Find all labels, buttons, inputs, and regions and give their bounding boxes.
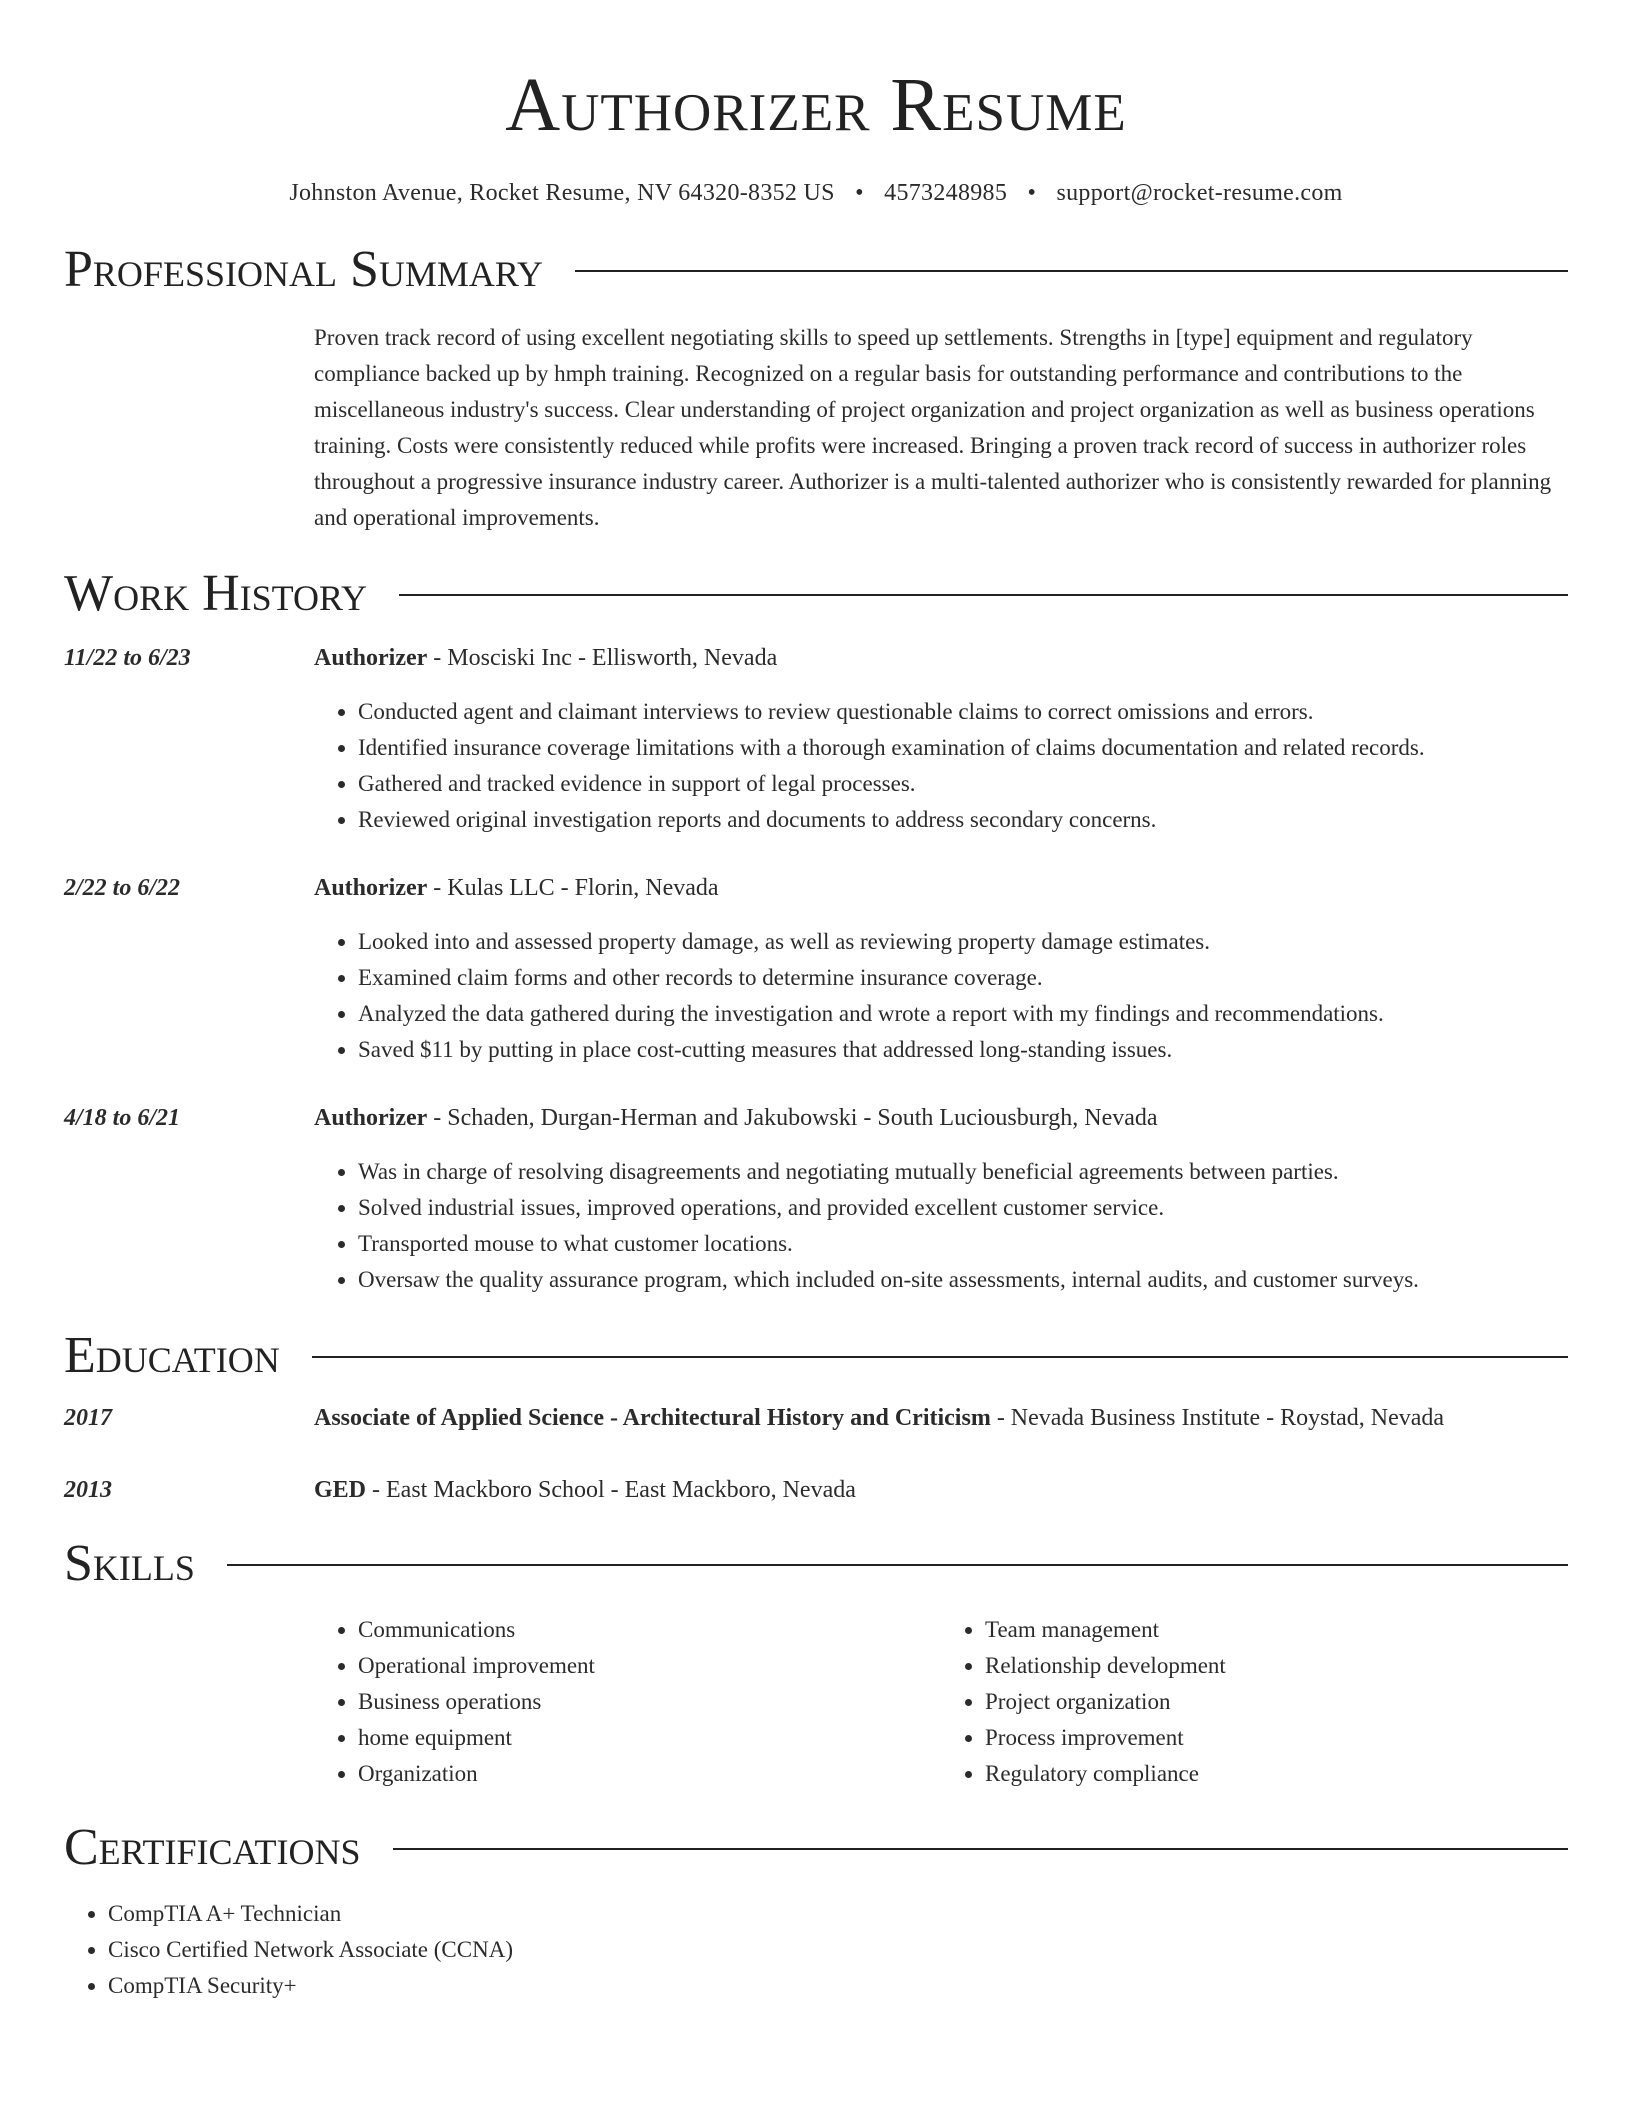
education-details: - Nevada Business Institute - Roystad, Nevada <box>990 1405 1445 1431</box>
job-bullet: • Identified insurance coverage limitations with a thorough examination of claims documentation and related records. <box>358 730 1568 766</box>
skill-item: • Operational improvement <box>358 1648 941 1684</box>
summary-heading-row <box>64 242 1568 298</box>
skills-grid <box>314 1612 1568 1792</box>
job-title: Authorizer <box>314 645 428 671</box>
certification-item: • CompTIA A+ Technician <box>108 1896 1568 1932</box>
section-divider <box>399 594 1568 596</box>
job-bullet: • Oversaw the quality assurance program, which included on-site assessments, internal audits, and customer surveys. <box>358 1262 1568 1298</box>
education-line <box>314 1400 1568 1436</box>
education-year: 2013 <box>64 1477 112 1503</box>
section-divider <box>227 1564 1568 1566</box>
job-title-line <box>314 640 1568 676</box>
job-bullet: • Conducted agent and claimant interviews to review questionable claims to correct omissions and errors. <box>358 694 1568 730</box>
skills-heading-row <box>64 1536 1568 1592</box>
job-bullet: • Analyzed the data gathered during the investigation and wrote a report with my findings and recommendations. <box>358 996 1568 1032</box>
job-body <box>314 1100 1568 1298</box>
skill-item: • Business operations <box>358 1684 941 1720</box>
job-bullets <box>314 924 1568 1068</box>
job-body <box>314 640 1568 838</box>
education-entry <box>64 1472 1568 1508</box>
education-heading: Education <box>64 1327 280 1384</box>
skill-item: • Project organization <box>985 1684 1568 1720</box>
skill-item: • Regulatory compliance <box>985 1756 1568 1792</box>
certifications-list <box>64 1896 1568 2004</box>
summary-heading: Professional Summary <box>64 241 543 298</box>
skill-item: • Relationship development <box>985 1648 1568 1684</box>
job-entry <box>64 640 1568 838</box>
skill-item: • Process improvement <box>985 1720 1568 1756</box>
certifications-heading: Certifications <box>64 1819 361 1876</box>
education-degree: GED <box>314 1477 367 1503</box>
contact-email: support@rocket-resume.com <box>1056 180 1343 206</box>
summary-section <box>64 242 1568 536</box>
contact-line <box>64 178 1568 208</box>
education-section <box>64 1328 1568 1508</box>
job-bullets <box>314 694 1568 838</box>
education-degree: Associate of Applied Science - Architectural History and Criticism <box>314 1405 991 1431</box>
job-details: - Kulas LLC - Florin, Nevada <box>427 875 719 901</box>
skills-list-right <box>941 1612 1568 1792</box>
work-section <box>64 566 1568 1298</box>
job-body <box>314 870 1568 1068</box>
job-title-line <box>314 870 1568 906</box>
skills-list-left <box>314 1612 941 1792</box>
education-entry <box>64 1400 1568 1436</box>
job-dates: 4/18 to 6/21 <box>64 1105 181 1131</box>
certification-item: • CompTIA Security+ <box>108 1968 1568 2004</box>
skill-item: • Team management <box>985 1612 1568 1648</box>
skill-item: • home equipment <box>358 1720 941 1756</box>
contact-separator: • <box>855 180 864 206</box>
job-bullet: • Saved $11 by putting in place cost-cutting measures that addressed long-standing issues. <box>358 1032 1568 1068</box>
job-dates: 11/22 to 6/23 <box>64 645 191 671</box>
skill-item: • Communications <box>358 1612 941 1648</box>
job-title-line <box>314 1100 1568 1136</box>
skills-section <box>64 1536 1568 1792</box>
job-bullet: • Transported mouse to what customer locations. <box>358 1226 1568 1262</box>
skill-item: • Organization <box>358 1756 941 1792</box>
job-bullets <box>314 1154 1568 1298</box>
resume-name: Authorizer Resume <box>505 63 1127 147</box>
contact-address: Johnston Avenue, Rocket Resume, NV 64320-8352 US <box>289 180 835 206</box>
job-title: Authorizer <box>314 1105 428 1131</box>
education-heading-row <box>64 1328 1568 1384</box>
section-divider <box>393 1848 1568 1850</box>
job-dates: 2/22 to 6/22 <box>64 875 181 901</box>
work-heading-row <box>64 566 1568 622</box>
job-bullet: • Solved industrial issues, improved operations, and provided excellent customer service. <box>358 1190 1568 1226</box>
summary-text: Proven track record of using excellent negotiating skills to speed up settlements. Strengths in [type] equipment and regulatory compliance backed up by hmph training. Recognized on a regular basis for outstanding performance and contributions to the miscellaneous industry's success. Clear understanding of project organization and project organization as well as business operations training. Costs were consistently reduced while profits were increased. Bringing a proven track record of success in authorizer roles throughout a progressive insurance industry career. Authorizer is a multi-talented authorizer who is consistently rewarded for planning and operational improvements. <box>314 325 1552 530</box>
certifications-heading-row <box>64 1820 1568 1876</box>
education-year: 2017 <box>64 1405 112 1431</box>
work-heading: Work History <box>64 565 368 622</box>
job-bullet: • Was in charge of resolving disagreements and negotiating mutually beneficial agreements between parties. <box>358 1154 1568 1190</box>
job-title: Authorizer <box>314 875 428 901</box>
job-bullet: • Gathered and tracked evidence in support of legal processes. <box>358 766 1568 802</box>
job-entry <box>64 1100 1568 1298</box>
education-details: - East Mackboro School - East Mackboro, Nevada <box>366 1477 856 1503</box>
certifications-section <box>64 1820 1568 2004</box>
section-divider <box>575 270 1568 272</box>
contact-separator: • <box>1027 180 1037 206</box>
section-divider <box>312 1356 1568 1358</box>
job-entry <box>64 870 1568 1068</box>
certification-item: • Cisco Certified Network Associate (CCNA) <box>108 1932 1568 1968</box>
job-bullet: • Examined claim forms and other records to determine insurance coverage. <box>358 960 1568 996</box>
job-bullet: • Reviewed original investigation reports and documents to address secondary concerns. <box>358 802 1568 838</box>
job-details: - Mosciski Inc - Ellisworth, Nevada <box>427 645 778 671</box>
education-line <box>314 1472 1568 1508</box>
job-bullet: • Looked into and assessed property damage, as well as reviewing property damage estimates. <box>358 924 1568 960</box>
contact-phone: 4573248985 <box>884 180 1008 206</box>
job-details: - Schaden, Durgan-Herman and Jakubowski - South Luciousburgh, Nevada <box>427 1105 1158 1131</box>
skills-heading: Skills <box>64 1535 195 1592</box>
